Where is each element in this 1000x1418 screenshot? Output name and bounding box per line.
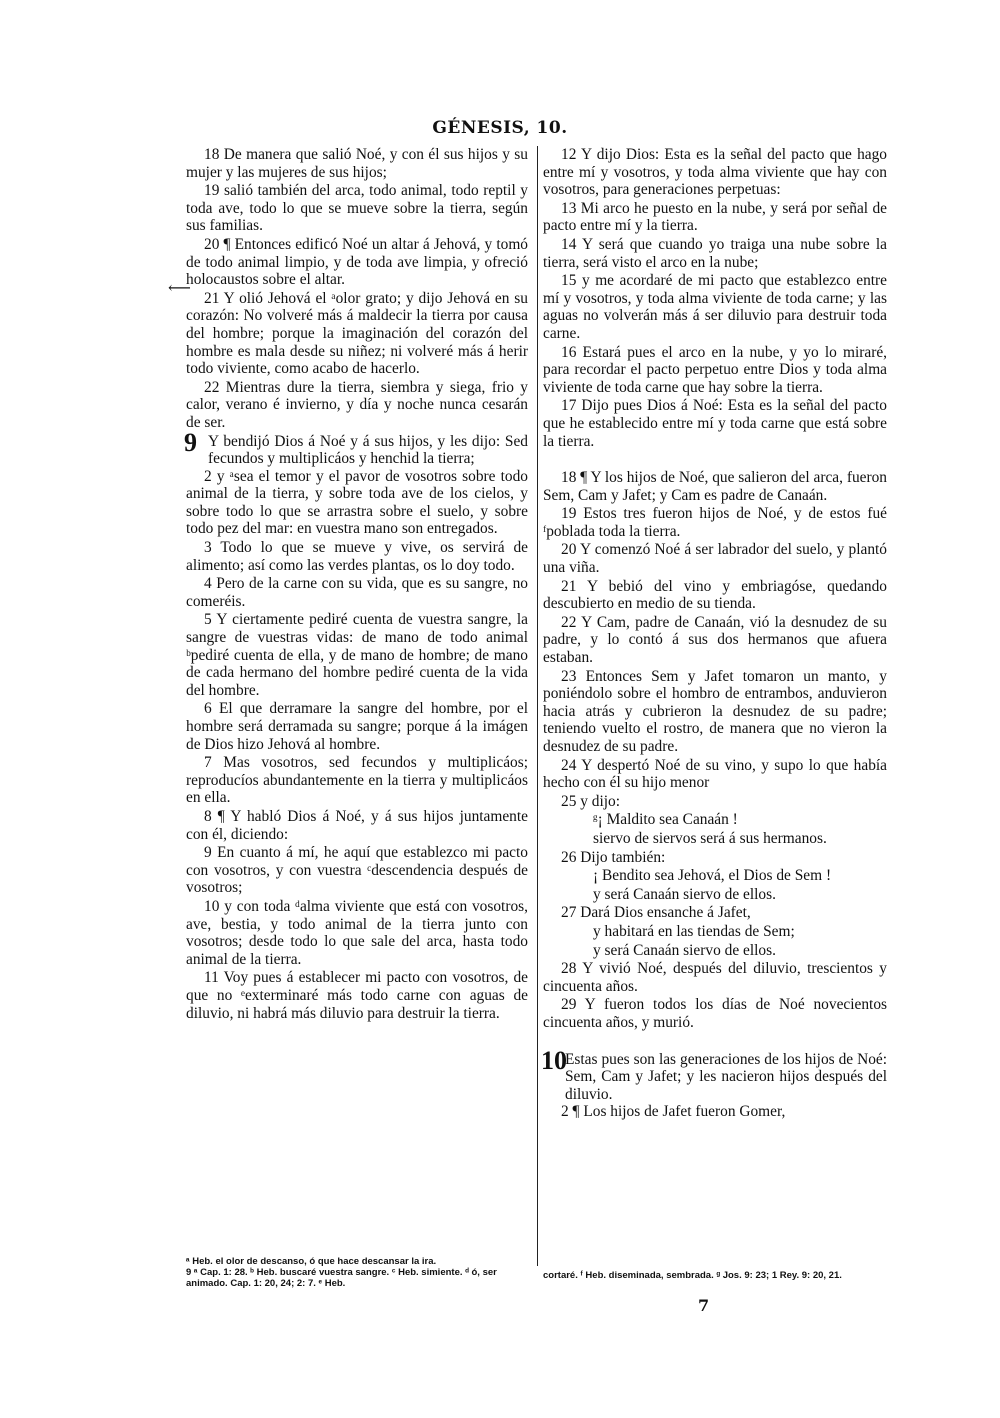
verse: 6 El que derramare la sangre del hombre, por el hombre será derramada su sangre; porque á la imágen de Dios hizo Jehová al hombre. <box>186 700 528 753</box>
verse: 17 Dijo pues Dios á Noé: Esta es la señal del pacto que he establecido entre mí y toda carne que está sobre la tierra. <box>543 397 887 450</box>
verse: 7 Mas vosotros, sed fecundos y multiplicáos; reproducíos abundantemente en la tierra y multiplicáos en ella. <box>186 754 528 807</box>
chapter-10-start <box>541 1045 887 1104</box>
verse: 21 Y bebió del vino y embriagóse, quedando descubierto en medio de su tienda. <box>543 577 887 613</box>
verse: 29 Y fueron todos los días de Noé novecientos cincuenta años, y murió. <box>543 996 887 1031</box>
poem-line: 27 Dará Dios ensanche á Jafet, <box>561 904 751 922</box>
chapter-number: 9 <box>184 427 197 457</box>
poem-line: y será Canaán siervo de ellos. <box>593 885 776 903</box>
footnotes-right <box>543 1270 887 1281</box>
verse: 22 Y Cam, padre de Canaán, vió la desnudez de su padre, y lo contó á sus dos hermanos que afuera estaban. <box>543 613 887 667</box>
footnote-line: ᵃ Heb. el olor de descanso, ó que hace descansar la ira. <box>186 1256 437 1267</box>
footnotes-left <box>186 1256 528 1289</box>
margin-arrow-mark: ⟵ <box>168 278 191 297</box>
verse: 11 Voy pues á establecer mi pacto con vosotros, de que no ᵉexterminaré más todo carne con aguas de diluvio, ni habrá más diluvio para destruir la tierra. <box>186 969 528 1022</box>
verse: 20 Y comenzó Noé á ser labrador del suelo, y plantó una viña. <box>543 541 887 577</box>
verse: 18 De manera que salió Noé, y con él sus hijos y su mujer y las mujeres de sus hijos; <box>186 146 528 181</box>
verse: 21 Y olió Jehová el ᵃolor grato; y dijo Jehová en su corazón: No volveré más á maldecir la tierra por causa del hombre; porque la imaginación del corazón del hombre es mala desde su niñez; ni volveré más á herir todo viviente, como acabo de hacerlo. <box>186 289 528 378</box>
verse: 18 ¶ Y los hijos de Noé, que salieron del arca, fueron Sem, Cam y Jafet; y Cam es padre de Canaán. <box>543 469 887 504</box>
verse: 4 Pero de la carne con su vida, que es su sangre, no comeréis. <box>186 575 528 610</box>
verse: 22 Mientras dure la tierra, siembra y siega, frio y calor, verano é invierno, y día y noche nunca cesarán de ser. <box>186 378 528 431</box>
verse: 3 Todo lo que se mueve y vive, os servirá de alimento; así como las verdes plantas, os lo doy todo. <box>186 539 528 574</box>
footnote-line: 9 ᵃ Cap. 1: 28. ᵇ Heb. buscaré vuestra sangre. ᶜ Heb. simiente. ᵈ ó, ser animado. Cap. 1: 20, 24; 2: 7. ᵉ Heb. <box>186 1267 497 1289</box>
column-divider <box>537 146 538 1266</box>
verse: 9 En cuanto á mí, he aquí que establezco mi pacto con vosotros, y con vuestra ᶜdescendencia después de vosotros; <box>186 844 528 897</box>
verse: 19 salió también del arca, todo animal, todo reptil y toda ave, todo lo que se mueve sobre la tierra, según sus familias. <box>186 182 528 235</box>
section-gap <box>543 1033 887 1051</box>
chapter-9-start <box>184 427 528 468</box>
verse: 2 y ᵃsea el temor y el pavor de vosotros sobre todo animal de la tierra, y sobre toda ave de los cielos, y sobre todo lo que se arrastra sobre el suelo, y sobre todo pez del mar: en vuestra mano son entregados. <box>186 467 528 538</box>
verse: Y bendijó Dios á Noé y á sus hijos, y les dijo: Sed fecundos y multiplicáos y henchid la tierra; <box>208 432 528 468</box>
page-header: GÉNESIS, 10. <box>432 118 568 138</box>
verse: 8 ¶ Y habló Dios á Noé, y á sus hijos juntamente con él, diciendo: <box>186 807 528 843</box>
verse: 16 Estará pues el arco en la nube, y yo lo miraré, para recordar el pacto perpetuo entre Dios y toda alma viviente de toda carne que hay sobre la tierra. <box>543 343 887 396</box>
verse: 20 ¶ Entonces edificó Noé un altar á Jehová, y tomó de todo animal limpio, y de toda ave limpia, y ofreció holocaustos sobre el altar. <box>186 235 528 289</box>
right-column <box>543 146 887 1122</box>
verse: 10 y con toda ᵈalma viviente que está con vosotros, ave, bestia, y todo animal de la tierra junto con vosotros; desde todo lo que sale del arca, hasta todo animal de la tierra. <box>186 897 528 968</box>
poem-line: ¡ Bendito sea Jehová, el Dios de Sem ! <box>593 867 832 885</box>
verse: 19 Estos tres fueron hijos de Noé, y de estos fué ᶠpoblada toda la tierra. <box>543 505 887 540</box>
section-gap <box>543 451 887 469</box>
verse: 23 Entonces Sem y Jafet tomaron un manto, y poniéndolo sobre el hombro de entrambos, anduvieron hacia atrás y cubrieron la desnudez de su padre; teniendo vuelto el rostro, de manera que no vieron la desnudez de su padre. <box>543 667 887 755</box>
chapter-number: 10 <box>541 1045 567 1075</box>
verse: 28 Y vivió Noé, después del diluvio, trescientos y cincuenta años. <box>543 960 887 995</box>
page-number: 7 <box>698 1296 710 1315</box>
verse: 5 Y ciertamente pediré cuenta de vuestra sangre, la sangre de vuestras vidas: de mano de todo animal ᵇpediré cuenta de ella, y de mano de hombre; de mano de cada hermano del hombre pediré cuenta de la vida del hombre. <box>186 611 528 699</box>
poem-line: siervo de siervos será á sus hermanos. <box>593 829 827 847</box>
poem-line: y habitará en las tiendas de Sem; <box>593 922 795 940</box>
verse: 2 ¶ Los hijos de Jafet fueron Gomer, <box>561 1103 786 1121</box>
footnote-line: cortaré. ᶠ Heb. diseminada, sembrada. ᵍ Jos. 9: 23; 1 Rey. 9: 20, 21. <box>543 1270 842 1281</box>
verse: 13 Mi arco he puesto en la nube, y será por señal de pacto entre mí y la tierra. <box>543 199 887 235</box>
poem-line: y será Canaán siervo de ellos. <box>593 941 776 959</box>
verse: 25 y dijo: <box>561 792 620 810</box>
verse: 14 Y será que cuando yo traiga una nube sobre la tierra, será visto el arco en la nube; <box>543 235 887 271</box>
verse: 12 Y dijo Dios: Esta es la señal del pacto que hago entre mí y vosotros, y toda alma viviente que hay con vosotros, para generaciones perpetuas: <box>543 146 887 199</box>
poem-line: ᵍ¡ Maldito sea Canaán ! <box>593 811 738 829</box>
left-column <box>186 146 528 1023</box>
verse: 26 Dijo también: <box>561 848 666 866</box>
verse: 24 Y despertó Noé de su vino, y supo lo que había hecho con él su hijo menor <box>543 756 887 792</box>
verse: Estas pues son las generaciones de los hijos de Noé: Sem, Cam y Jafet; y les nacieron hijos después del diluvio. <box>565 1050 887 1103</box>
verse: 15 y me acordaré de mi pacto que establezco entre mí y vosotros, y toda alma viviente de toda carne; y las aguas no volverán más á ser diluvio para destruir toda carne. <box>543 272 887 342</box>
